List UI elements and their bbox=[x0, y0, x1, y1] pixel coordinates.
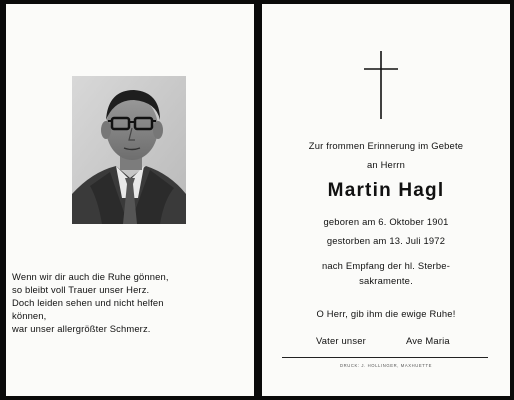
poem bbox=[12, 270, 248, 335]
cross-icon bbox=[363, 51, 399, 119]
portrait-image bbox=[72, 76, 186, 224]
sacrament-line-1: nach Empfang der hl. Sterbe- bbox=[321, 260, 451, 271]
prayer-ave-maria: Ave Maria bbox=[406, 335, 450, 346]
right-card bbox=[262, 4, 510, 396]
for-line: an Herrn bbox=[366, 159, 406, 170]
birth-date: geboren am 6. Oktober 1901 bbox=[323, 216, 449, 227]
poem-line: Doch leiden sehen und nicht helfen bbox=[12, 297, 164, 308]
left-card bbox=[6, 4, 254, 396]
death-date: gestorben am 13. Juli 1972 bbox=[326, 235, 446, 246]
poem-line: so bleibt voll Trauer unser Herz. bbox=[12, 284, 150, 295]
poem-line: war unser allergrößter Schmerz. bbox=[12, 323, 151, 334]
printer-imprint: DRUCK: J. HOLLINGER, MAXHUETTE bbox=[340, 363, 432, 368]
portrait-photo bbox=[72, 76, 186, 224]
deceased-name: Martin Hagl bbox=[327, 180, 445, 201]
poem-line: Wenn wir dir auch die Ruhe gönnen, bbox=[12, 271, 169, 282]
sacrament-line-2: sakramente. bbox=[359, 275, 413, 286]
prayer-vater-unser: Vater unser bbox=[316, 335, 366, 346]
memory-line: Zur frommen Erinnerung im Gebete bbox=[308, 140, 464, 151]
divider bbox=[282, 357, 488, 358]
prayer-line: O Herr, gib ihm die ewige Ruhe! bbox=[316, 308, 456, 319]
poem-line: können, bbox=[12, 310, 47, 321]
